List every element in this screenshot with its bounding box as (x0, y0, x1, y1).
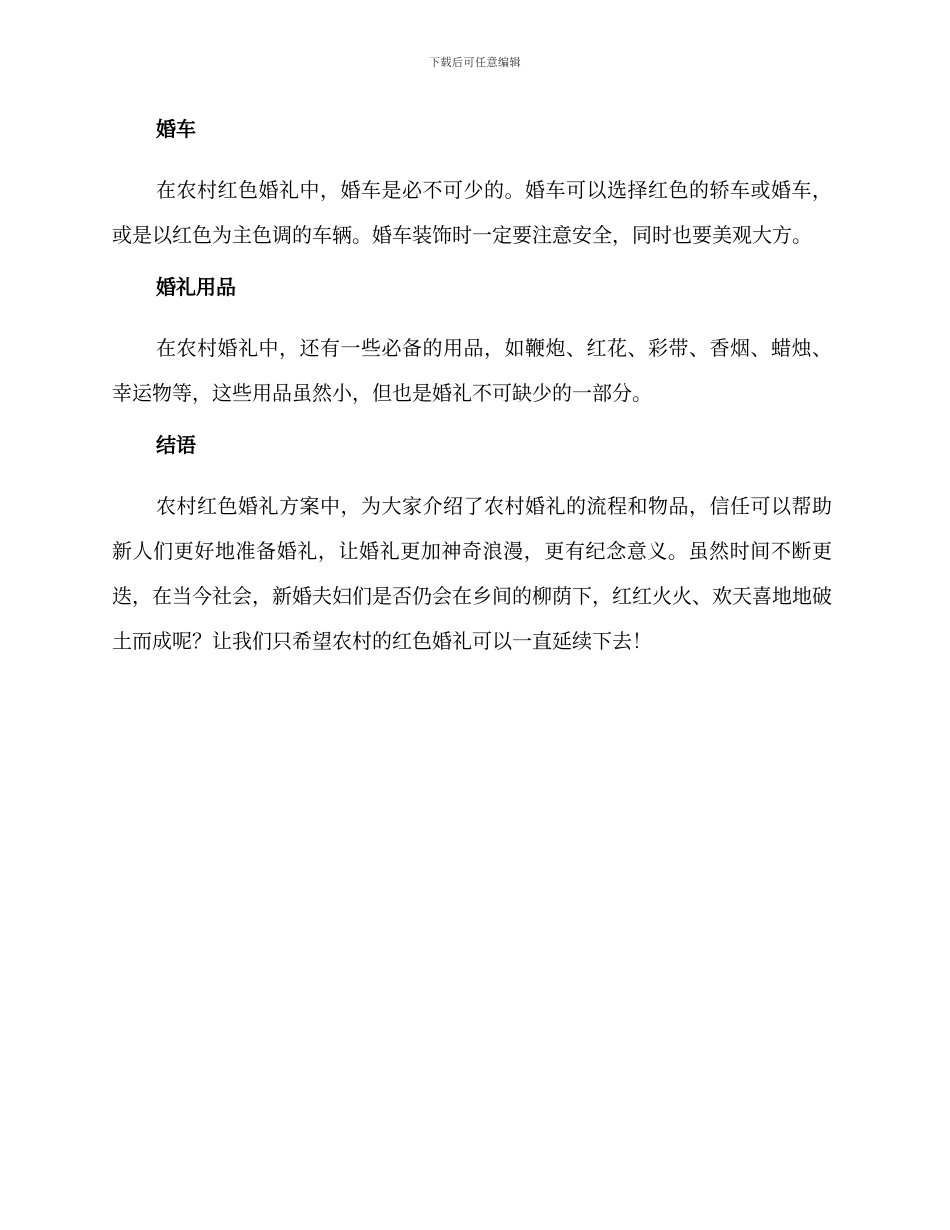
section-heading: 婚礼用品 (156, 275, 236, 299)
section-wedding-supplies (112, 270, 832, 416)
section-conclusion (112, 428, 832, 664)
section-paragraph: 在农村红色婚礼中，婚车是必不可少的。婚车可以选择红色的轿车或婚车，或是以红色为主色调的车辆。婚车装饰时一定要注意安全，同时也要美观大方。 (112, 178, 832, 247)
page-header: 下载后可任意编辑 (429, 56, 521, 69)
section-heading: 婚车 (156, 117, 196, 141)
section-paragraph: 在农村婚礼中，还有一些必备的用品，如鞭炮、红花、彩带、香烟、蜡烛、幸运物等，这些用品虽然小，但也是婚礼不可缺少的一部分。 (112, 336, 832, 405)
section-paragraph: 农村红色婚礼方案中，为大家介绍了农村婚礼的流程和物品，信任可以帮助新人们更好地准备婚礼，让婚礼更加神奇浪漫，更有纪念意义。虽然时间不断更迭，在当今社会，新婚夫妇们是否仍会在乡间的柳荫下，红红火火、欢天喜地地破土而成呢？让我们只希望农村的红色婚礼可以一直延续下去！ (112, 494, 832, 653)
section-wedding-car (112, 112, 832, 258)
section-heading: 结语 (156, 433, 196, 457)
document-body (112, 112, 832, 676)
